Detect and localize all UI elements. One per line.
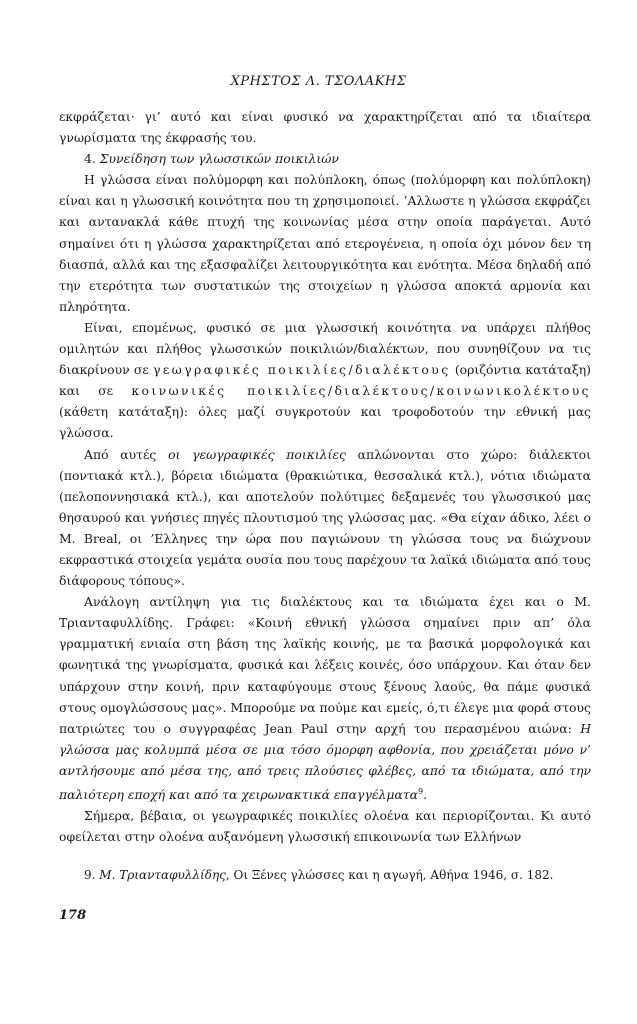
paragraph-1: Η γλώσσα είναι πολύμορφη και πολύπλοκη, όπως (πολύμορφη και πολύπλοκη) είναι και η γλωσσική κοινότητα που τη χρησιμοποιεί. ’Αλλωστε η γλώσσα εκφράζει και αντανακλά κάθε πτυχή της κοινωνίας μέσα στην οποία παράγεται. Αυτό σημαίνει ότι η γλώσσα χαρακτηρίζεται από ετερογένεια, η οποία όχι μόνον δεν τη διασπά, αλλά και της εξασφαλίζει λειτουργικότητα και ενότητα. Μέσα δηλαδή από την ετερότητα των συστατικών της στοιχείων η γλώσσα αποκτά αρμονία και πληρότητα. [59, 172, 591, 314]
p4-text-a: Ανάλογη αντίληψη για τις διαλέκτους και τα ιδιώματα έχει και ο Μ. Τριανταφυλλίδης. Γράφει: «Κοινή εθνική γλώσσα σημαίνει πριν απ’ όλα γραμματική ενιαία στη βάση της λαϊκής κοινής, με τα βασικά μορφολογικά και φωνητικά της γνωρίσματα, φυσικά και λέξεις κοινές, όσο υπάρχουν. Και όταν δεν υπάρχουν στην κοινή, πριν καταφύγουμε στους ξένους λαούς, θα πάμε φυσικά στους ομογλώσσους μας». Μπορούμε να πούμε και εμείς, ό,τι έλεγε μια φορά στους πατριώτες του ο συγγραφέας Jean Paul στην αρχή του περασμένου αιώνα: [59, 594, 591, 736]
p2-text-c: (κάθετη κατάταξη): όλες μαζί συγκροτούν και τροφοδοτούν την εθνική μας γλώσσα. [59, 404, 591, 441]
section-number: 4. [84, 151, 96, 167]
footnote-author: Μ. Τριανταφυλλίδης [99, 868, 226, 882]
p4-italic-quote: Η γλώσσα μας κολυμπά μέσα σε μια τόσο όμορφη αφθονία, που χρειάζεται μόνο ν’ αντλήσουμε από μέσα της, από τρεις πλούσιες φλέβες, από τα ιδιώματα, από την παλιότερη εποχή και από τα χειρωνακτικά επαγγέλματα [59, 720, 591, 803]
paragraph-2 [59, 317, 591, 444]
p4-end: . [423, 787, 428, 803]
paragraph-5: Σήμερα, βέβαια, οι γεωγραφικές ποικιλίες ολοένα και περιορίζονται. Κι αυτό οφείλεται στην ολοένα αυξανόμενη γλωσσική επικοινωνία των Ελλήνων [59, 808, 591, 845]
paragraph-3 [59, 444, 591, 592]
p3-text-a: Από αυτές [84, 446, 169, 462]
footnote [84, 868, 553, 882]
footnote-citation: , Οι Ξένες γλώσσες και η αγωγή, Αθήνα 1946, σ. 182. [225, 868, 554, 882]
body-text [59, 106, 591, 847]
p2-text-b: (οριζόντια κατάταξη) και σε [59, 362, 591, 399]
footnote-number: 9. [84, 868, 96, 882]
footnote-ref: 9 [418, 787, 424, 796]
paragraph-4 [59, 591, 591, 805]
page-number: 178 [59, 908, 87, 923]
paragraph-continuation: εκφράζεται· γι’ αυτό και είναι φυσικό να χαρακτηρίζεται από τα ιδιαίτερα γνωρίσματα της έκφρασής του. [59, 109, 591, 146]
section-title: Συνείδηση των γλωσσικών ποικιλιών [99, 151, 339, 167]
section-heading [59, 148, 591, 169]
p3-text-b: απλώνονται στο χώρο: διάλεκτοι (ποντιακά κτλ.), βόρεια ιδιώματα (θρακιώτικα, θεσσαλικά κτλ.), νότια ιδιώματα (πελοποννησιακά κτλ.), και αποτελούν πολύτιμες δεξαμενές του γλωσσικού μας θησαυρού και γνήσιες πηγές πλουτισμού της γλώσσας μας. «Θα είχαν άδικο, λέει ο M. Breal, οι ’Ελληνες την ώρα που παγιώνουν τη γλώσσα τους να διώχνουν εκφραστικά στοιχεία γεμάτα ουσία που τους παρέχουν τα λαϊκά ιδιώματα από τους διάφορους τόπους». [59, 446, 592, 589]
p2-text-a: Είναι, επομένως, φυσικό σε μια γλωσσική κοινότητα να υπάρχει πλήθος ομιλητών και πλήθος γλωσσικών ποικιλιών/διαλέκτων, που συνηθίζουν να τις διακρίνουν σε [59, 319, 591, 378]
spaced-term-geographic: γεωγραφικές ποικιλίες/διαλέκτους [153, 362, 451, 378]
spaced-term-social: κοινωνικές ποικιλίες/διαλέκτους/κοινωνικολέκτους [131, 383, 591, 399]
p3-italic: οι γεωγραφικές ποικιλίες [168, 446, 346, 462]
running-header: ΧΡΗΣΤΟΣ Λ. ΤΣΟΛΑΚΗΣ [230, 74, 407, 89]
